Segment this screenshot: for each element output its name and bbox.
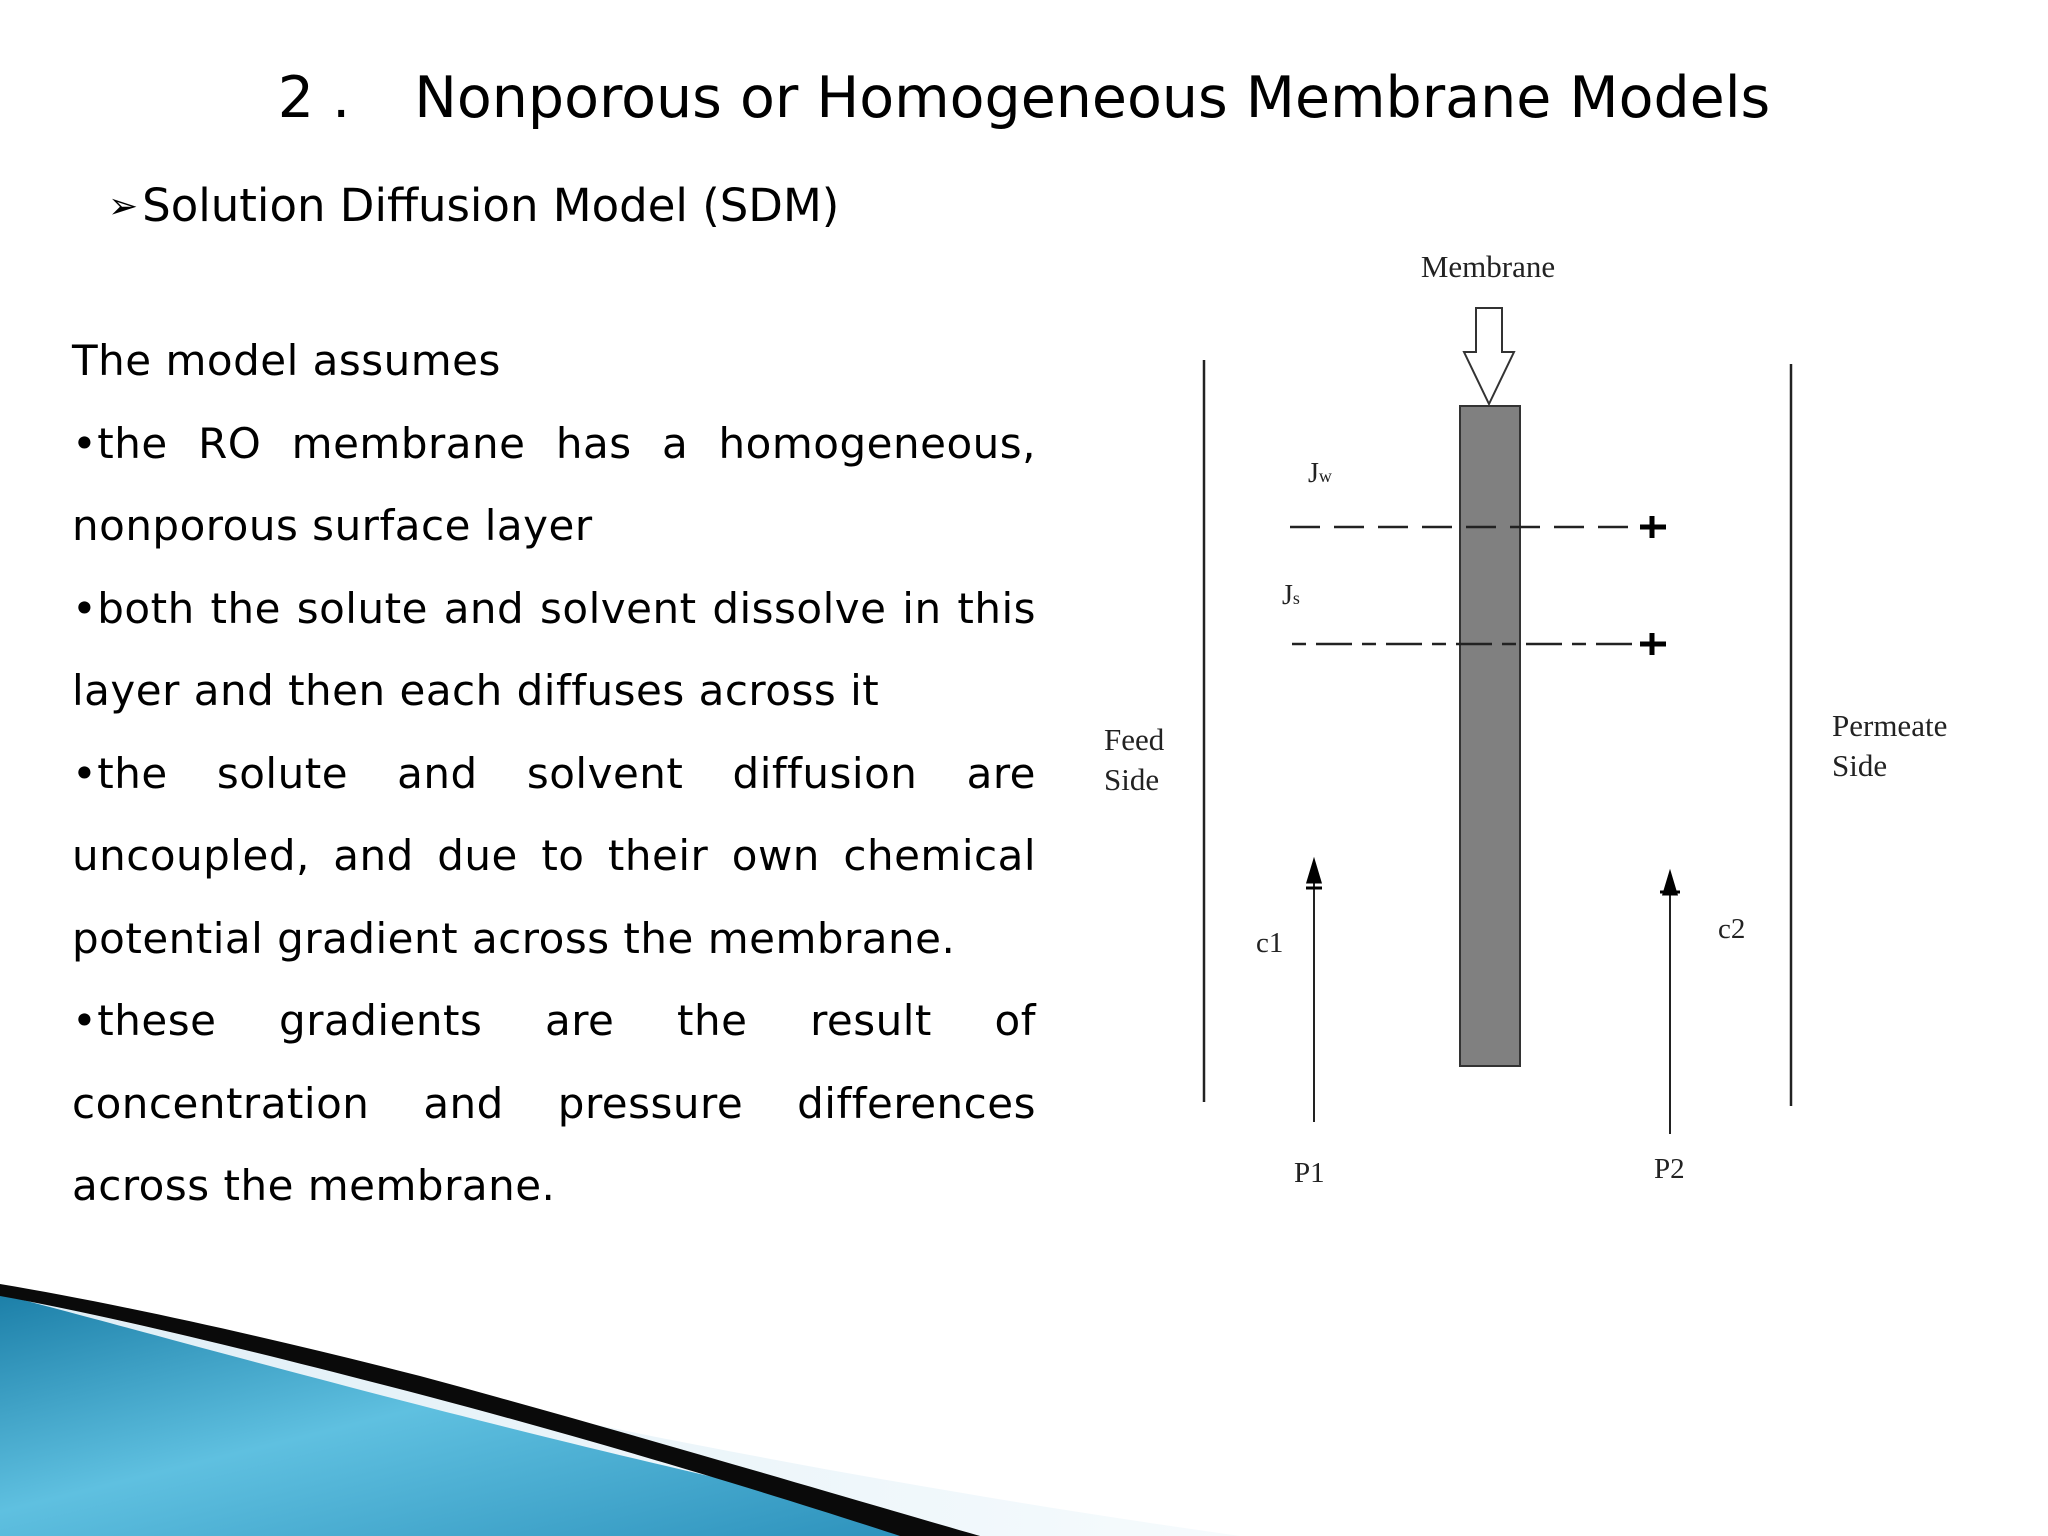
paragraph-bullet-2: •both the solute and solvent dissolve in this layer and then each diffuses across it (72, 583, 1036, 715)
membrane-pointer-arrow-icon (1464, 308, 1514, 404)
membrane-bar (1460, 406, 1520, 1066)
membrane-label: Membrane (1420, 249, 1556, 284)
paragraph-bullet-1: •the RO membrane has a homogeneous, nonporous surface layer (72, 418, 1036, 550)
js-label (1282, 580, 1300, 611)
decorative-swoosh (0, 1280, 2048, 1536)
title-text: Nonporous or Homogeneous Membrane Models (414, 65, 1771, 131)
jw-label (1308, 458, 1332, 489)
c1-label: c1 (1256, 927, 1284, 959)
feed-side-label-line1: Feed (1104, 722, 1165, 757)
subtitle (108, 176, 839, 237)
body-text (72, 320, 1036, 1228)
permeate-side-label-line2: Side (1832, 748, 1888, 783)
jw-label-sub: w (1318, 466, 1332, 486)
p2-label: P2 (1654, 1153, 1685, 1185)
slide-title (0, 62, 2048, 134)
paragraph-intro: The model assumes (72, 336, 501, 385)
js-label-sub: s (1292, 588, 1300, 608)
title-number: 2 . (277, 65, 351, 131)
permeate-side-label-line1: Permeate (1832, 708, 1948, 743)
membrane-diagram (1080, 240, 2000, 1240)
arrow-bullet-icon: ➢ (108, 186, 139, 227)
paragraph-bullet-3: •the solute and solvent diffusion are uncoupled, and due to their own chemical potential gradient across the membrane. (72, 748, 1036, 963)
jw-arrow-head-icon (1640, 516, 1666, 538)
paragraph-bullet-4: •these gradients are the result of concentration and pressure differences across the membrane. (72, 996, 1036, 1210)
p1-label: P1 (1294, 1157, 1325, 1189)
c2-label: c2 (1718, 913, 1746, 945)
c2-arrow-head-icon (1660, 874, 1680, 894)
js-arrow-head-icon (1640, 633, 1666, 655)
feed-side-label-line2: Side (1104, 762, 1160, 797)
subtitle-text: Solution Diffusion Model (SDM) (142, 179, 840, 232)
jw-label-base: J (1308, 458, 1319, 489)
js-label-base: J (1282, 580, 1293, 611)
